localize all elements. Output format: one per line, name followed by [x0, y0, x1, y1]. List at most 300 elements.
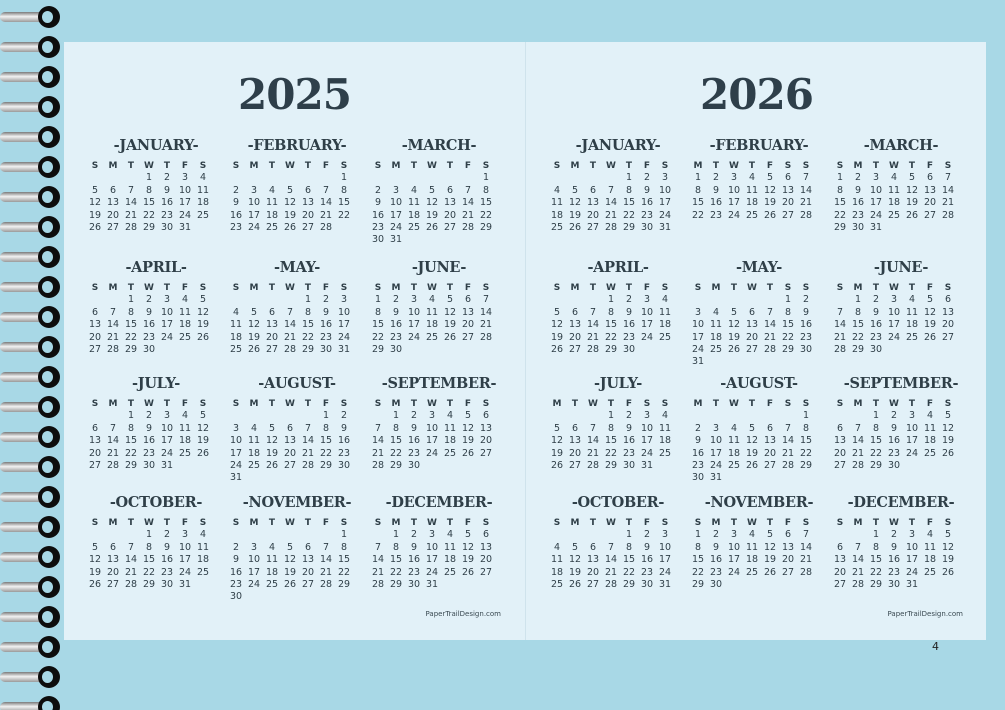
day-number: 7	[109, 422, 117, 434]
day-number: 26	[88, 578, 102, 590]
month-name: -FEBRUARY-	[247, 137, 347, 154]
day-number: 26	[196, 447, 210, 459]
day-number: 4	[428, 294, 436, 306]
day-number: 2	[232, 184, 240, 196]
day-number: 9	[854, 184, 862, 196]
day-number: 20	[443, 209, 457, 221]
day-number: 11	[923, 422, 937, 434]
day-number: 7	[374, 541, 382, 553]
day-number: 25	[658, 331, 672, 343]
day-number: 10	[640, 422, 654, 434]
spiral-ring	[0, 96, 64, 118]
spiral-ring	[0, 546, 64, 568]
weekday-header: M	[249, 518, 259, 528]
day-number: 9	[890, 422, 898, 434]
day-number: 18	[550, 566, 564, 578]
spiral-ring	[0, 276, 64, 298]
weekday-header: S	[482, 518, 490, 528]
day-number: 2	[890, 529, 898, 541]
day-number: 28	[851, 459, 865, 471]
day-number: 24	[337, 331, 351, 343]
day-number: 11	[443, 422, 457, 434]
day-number: 9	[410, 541, 418, 553]
day-number: 14	[124, 197, 138, 209]
day-number: 14	[124, 554, 138, 566]
day-number: 22	[479, 209, 493, 221]
day-number: 2	[694, 422, 702, 434]
weekday-header: S	[482, 399, 490, 409]
day-number: 17	[887, 319, 901, 331]
day-number: 4	[199, 172, 207, 184]
day-number: 2	[163, 529, 171, 541]
weekday-header: S	[199, 518, 207, 528]
day-number: 19	[196, 435, 210, 447]
day-number: 23	[799, 331, 813, 343]
day-number: 21	[106, 447, 120, 459]
day-number: 29	[124, 343, 138, 355]
weekday-header: T	[163, 283, 171, 293]
weekday-header: T	[908, 399, 916, 409]
day-number: 24	[691, 343, 705, 355]
day-number: 13	[106, 197, 120, 209]
day-number: 29	[124, 459, 138, 471]
day-number: 29	[389, 578, 403, 590]
empty-day-cell	[263, 529, 281, 541]
day-number: 24	[905, 566, 919, 578]
day-number: 14	[319, 554, 333, 566]
day-number: 17	[229, 447, 243, 459]
day-number: 29	[142, 221, 156, 233]
day-number: 1	[145, 529, 153, 541]
empty-day-cell	[548, 529, 566, 541]
day-number: 2	[712, 529, 720, 541]
day-number: 7	[854, 541, 862, 553]
day-number: 23	[622, 447, 636, 459]
weekday-header: T	[268, 518, 276, 528]
day-number: 16	[640, 554, 654, 566]
day-number: 11	[658, 422, 672, 434]
day-number: 19	[88, 566, 102, 578]
day-number: 20	[833, 447, 847, 459]
month-name: -MAY-	[735, 259, 782, 276]
day-number: 15	[833, 197, 847, 209]
day-number: 15	[799, 435, 813, 447]
month-day-grid	[689, 160, 829, 222]
day-number: 10	[425, 422, 439, 434]
day-number: 22	[622, 566, 636, 578]
day-number: 13	[781, 541, 795, 553]
day-number: 10	[178, 541, 192, 553]
weekday-header: T	[268, 399, 276, 409]
day-number: 25	[727, 459, 741, 471]
weekday-header: S	[374, 283, 382, 293]
weekday-header: M	[570, 518, 580, 528]
day-number: 18	[196, 554, 210, 566]
day-number: 13	[88, 435, 102, 447]
day-number: 8	[625, 184, 633, 196]
spiral-ring	[0, 486, 64, 508]
day-number: 7	[589, 422, 597, 434]
day-number: 7	[854, 422, 862, 434]
day-number: 12	[461, 541, 475, 553]
day-number: 11	[550, 554, 564, 566]
weekday-header: T	[163, 161, 171, 171]
day-number: 29	[869, 578, 883, 590]
weekday-header: F	[322, 518, 330, 528]
day-number: 16	[799, 319, 813, 331]
day-number: 10	[160, 422, 174, 434]
empty-day-cell	[725, 410, 743, 422]
day-number: 22	[851, 331, 865, 343]
day-number: 12	[941, 541, 955, 553]
day-number: 12	[461, 422, 475, 434]
empty-day-cell	[566, 294, 584, 306]
month-day-grid	[86, 160, 226, 234]
weekday-header: F	[181, 283, 189, 293]
empty-day-cell	[849, 529, 867, 541]
month-name: -FEBRUARY-	[709, 137, 809, 154]
day-number: 23	[640, 209, 654, 221]
day-number: 31	[905, 578, 919, 590]
day-number: 21	[124, 209, 138, 221]
day-number: 27	[106, 578, 120, 590]
day-number: 25	[923, 566, 937, 578]
day-number: 19	[923, 319, 937, 331]
empty-day-cell	[689, 410, 707, 422]
day-number: 10	[887, 306, 901, 318]
day-number: 14	[763, 319, 777, 331]
day-number: 24	[160, 331, 174, 343]
day-number: 7	[286, 306, 294, 318]
day-number: 2	[410, 529, 418, 541]
month-day-grid	[86, 517, 226, 591]
weekday-header: M	[570, 161, 580, 171]
day-number: 29	[604, 343, 618, 355]
day-number: 4	[661, 410, 669, 422]
weekday-header: T	[625, 161, 633, 171]
day-number: 17	[247, 209, 261, 221]
day-number: 27	[833, 459, 847, 471]
weekday-header: M	[711, 283, 721, 293]
day-number: 22	[142, 566, 156, 578]
day-number: 4	[250, 422, 258, 434]
day-number: 2	[890, 410, 898, 422]
day-number: 7	[322, 184, 330, 196]
day-number: 9	[890, 541, 898, 553]
day-number: 16	[389, 319, 403, 331]
day-number: 22	[319, 447, 333, 459]
day-number: 8	[694, 541, 702, 553]
month-block	[689, 494, 829, 591]
day-number: 19	[763, 197, 777, 209]
day-number: 5	[730, 306, 738, 318]
day-number: 18	[550, 209, 564, 221]
weekday-header: T	[268, 283, 276, 293]
day-number: 30	[160, 221, 174, 233]
day-number: 28	[124, 578, 138, 590]
day-number: 26	[550, 343, 564, 355]
month-name: -JULY-	[594, 375, 642, 392]
day-number: 31	[229, 472, 243, 484]
day-number: 8	[374, 306, 382, 318]
weekday-header: T	[766, 283, 774, 293]
day-number: 7	[127, 541, 135, 553]
day-number: 14	[106, 319, 120, 331]
day-number: 25	[550, 221, 564, 233]
day-number: 7	[589, 306, 597, 318]
day-number: 25	[196, 209, 210, 221]
day-number: 12	[763, 184, 777, 196]
empty-day-cell	[281, 172, 299, 184]
weekday-header: S	[91, 283, 99, 293]
day-number: 9	[163, 541, 171, 553]
month-name: -MAY-	[273, 259, 320, 276]
day-number: 11	[550, 197, 564, 209]
empty-day-cell	[299, 529, 317, 541]
day-number: 17	[905, 554, 919, 566]
day-number: 9	[872, 306, 880, 318]
day-number: 23	[142, 447, 156, 459]
day-number: 30	[142, 459, 156, 471]
day-number: 20	[568, 447, 582, 459]
weekday-header: T	[589, 283, 597, 293]
weekday-header: T	[712, 399, 720, 409]
weekday-header: F	[766, 399, 774, 409]
month-block	[689, 137, 829, 222]
day-number: 6	[109, 184, 117, 196]
day-number: 18	[923, 435, 937, 447]
day-number: 12	[88, 197, 102, 209]
month-name: -JANUARY-	[113, 137, 199, 154]
day-number: 10	[658, 184, 672, 196]
weekday-header: S	[91, 399, 99, 409]
day-number: 9	[145, 306, 153, 318]
day-number: 10	[178, 184, 192, 196]
day-number: 4	[712, 306, 720, 318]
day-number: 25	[196, 566, 210, 578]
day-number: 5	[464, 529, 472, 541]
day-number: 20	[106, 209, 120, 221]
day-number: 9	[232, 554, 240, 566]
day-number: 17	[160, 435, 174, 447]
day-number: 25	[265, 221, 279, 233]
spiral-ring	[0, 516, 64, 538]
day-number: 6	[944, 294, 952, 306]
day-number: 16	[622, 319, 636, 331]
day-number: 19	[568, 209, 582, 221]
weekday-header: W	[889, 399, 899, 409]
spiral-ring	[0, 576, 64, 598]
day-number: 27	[301, 578, 315, 590]
day-number: 9	[392, 306, 400, 318]
day-number: 8	[127, 422, 135, 434]
day-number: 9	[145, 422, 153, 434]
month-day-grid	[548, 160, 688, 234]
empty-day-cell	[299, 410, 317, 422]
day-number: 7	[482, 294, 490, 306]
day-number: 9	[374, 197, 382, 209]
weekday-header: T	[304, 283, 312, 293]
day-number: 7	[836, 306, 844, 318]
day-number: 20	[781, 554, 795, 566]
day-number: 19	[763, 554, 777, 566]
day-number: 18	[265, 566, 279, 578]
day-number: 8	[392, 541, 400, 553]
day-number: 17	[337, 319, 351, 331]
day-number: 6	[589, 541, 597, 553]
day-number: 8	[145, 541, 153, 553]
day-number: 11	[407, 197, 421, 209]
month-day-grid	[689, 282, 829, 369]
day-number: 3	[730, 529, 738, 541]
day-number: 14	[604, 554, 618, 566]
empty-day-cell	[584, 529, 602, 541]
empty-day-cell	[263, 410, 281, 422]
day-number: 10	[389, 197, 403, 209]
day-number: 30	[319, 343, 333, 355]
day-number: 20	[265, 331, 279, 343]
day-number: 30	[229, 591, 243, 603]
day-number: 16	[407, 554, 421, 566]
day-number: 25	[658, 447, 672, 459]
day-number: 2	[374, 184, 382, 196]
day-number: 13	[781, 184, 795, 196]
day-number: 3	[163, 410, 171, 422]
day-number: 26	[88, 221, 102, 233]
day-number: 29	[691, 578, 705, 590]
day-number: 1	[392, 529, 400, 541]
day-number: 26	[461, 447, 475, 459]
day-number: 1	[322, 410, 330, 422]
weekday-header: M	[552, 399, 562, 409]
empty-day-cell	[761, 294, 779, 306]
day-number: 30	[851, 221, 865, 233]
day-number: 30	[407, 459, 421, 471]
day-number: 10	[407, 306, 421, 318]
day-number: 31	[709, 472, 723, 484]
day-number: 22	[301, 331, 315, 343]
day-number: 4	[908, 294, 916, 306]
weekday-header: W	[889, 161, 899, 171]
weekday-header: W	[588, 399, 598, 409]
day-number: 4	[926, 529, 934, 541]
day-number: 19	[283, 209, 297, 221]
day-number: 6	[304, 184, 312, 196]
month-name: -JULY-	[132, 375, 180, 392]
day-number: 20	[461, 319, 475, 331]
weekday-header: S	[199, 283, 207, 293]
weekday-header: T	[589, 518, 597, 528]
weekday-header: S	[199, 161, 207, 171]
day-number: 31	[691, 356, 705, 368]
weekday-header: W	[144, 161, 154, 171]
day-number: 16	[319, 319, 333, 331]
day-number: 16	[160, 554, 174, 566]
spiral-binding	[0, 0, 66, 710]
day-number: 28	[586, 343, 600, 355]
weekday-header: F	[464, 283, 472, 293]
day-number: 1	[872, 529, 880, 541]
day-number: 14	[604, 197, 618, 209]
month-day-grid	[227, 160, 367, 234]
day-number: 29	[604, 459, 618, 471]
day-number: 29	[337, 578, 351, 590]
day-number: 28	[781, 459, 795, 471]
day-number: 4	[181, 410, 189, 422]
day-number: 24	[709, 459, 723, 471]
day-number: 12	[550, 319, 564, 331]
day-number: 4	[553, 541, 561, 553]
spiral-ring	[0, 396, 64, 418]
month-day-grid	[227, 398, 367, 485]
day-number: 11	[745, 541, 759, 553]
day-number: 28	[479, 331, 493, 343]
day-number: 13	[283, 435, 297, 447]
day-number: 21	[586, 331, 600, 343]
weekday-header: S	[661, 399, 669, 409]
weekday-header: T	[872, 399, 880, 409]
empty-day-cell	[263, 294, 281, 306]
day-number: 30	[709, 578, 723, 590]
day-number: 8	[340, 541, 348, 553]
day-number: 6	[926, 172, 934, 184]
day-number: 27	[265, 343, 279, 355]
day-number: 30	[691, 472, 705, 484]
day-number: 8	[854, 306, 862, 318]
weekday-header: M	[108, 161, 118, 171]
day-number: 11	[178, 422, 192, 434]
day-number: 10	[727, 184, 741, 196]
empty-day-cell	[423, 172, 441, 184]
day-number: 15	[301, 319, 315, 331]
empty-day-cell	[227, 529, 245, 541]
day-number: 1	[127, 410, 135, 422]
spiral-ring	[0, 666, 64, 688]
day-number: 8	[872, 422, 880, 434]
day-number: 25	[745, 209, 759, 221]
day-number: 3	[392, 184, 400, 196]
month-day-grid	[369, 160, 509, 247]
month-name: -MARCH-	[401, 137, 477, 154]
empty-day-cell	[405, 172, 423, 184]
day-number: 25	[905, 331, 919, 343]
day-number: 21	[763, 331, 777, 343]
day-number: 6	[446, 184, 454, 196]
weekday-header: M	[391, 283, 401, 293]
month-day-grid	[831, 160, 971, 234]
day-number: 18	[887, 197, 901, 209]
day-number: 5	[553, 306, 561, 318]
empty-day-cell	[86, 294, 104, 306]
day-number: 22	[371, 331, 385, 343]
weekday-header: T	[268, 161, 276, 171]
month-block	[86, 494, 226, 591]
day-number: 24	[905, 447, 919, 459]
weekday-header: M	[249, 283, 259, 293]
day-number: 13	[479, 541, 493, 553]
weekday-header: W	[144, 283, 154, 293]
day-number: 7	[607, 541, 615, 553]
day-number: 12	[727, 319, 741, 331]
day-number: 29	[781, 343, 795, 355]
day-number: 24	[425, 566, 439, 578]
day-number: 27	[88, 459, 102, 471]
day-number: 14	[833, 319, 847, 331]
month-day-grid	[689, 398, 829, 485]
day-number: 4	[199, 529, 207, 541]
day-number: 6	[571, 306, 579, 318]
day-number: 23	[407, 566, 421, 578]
